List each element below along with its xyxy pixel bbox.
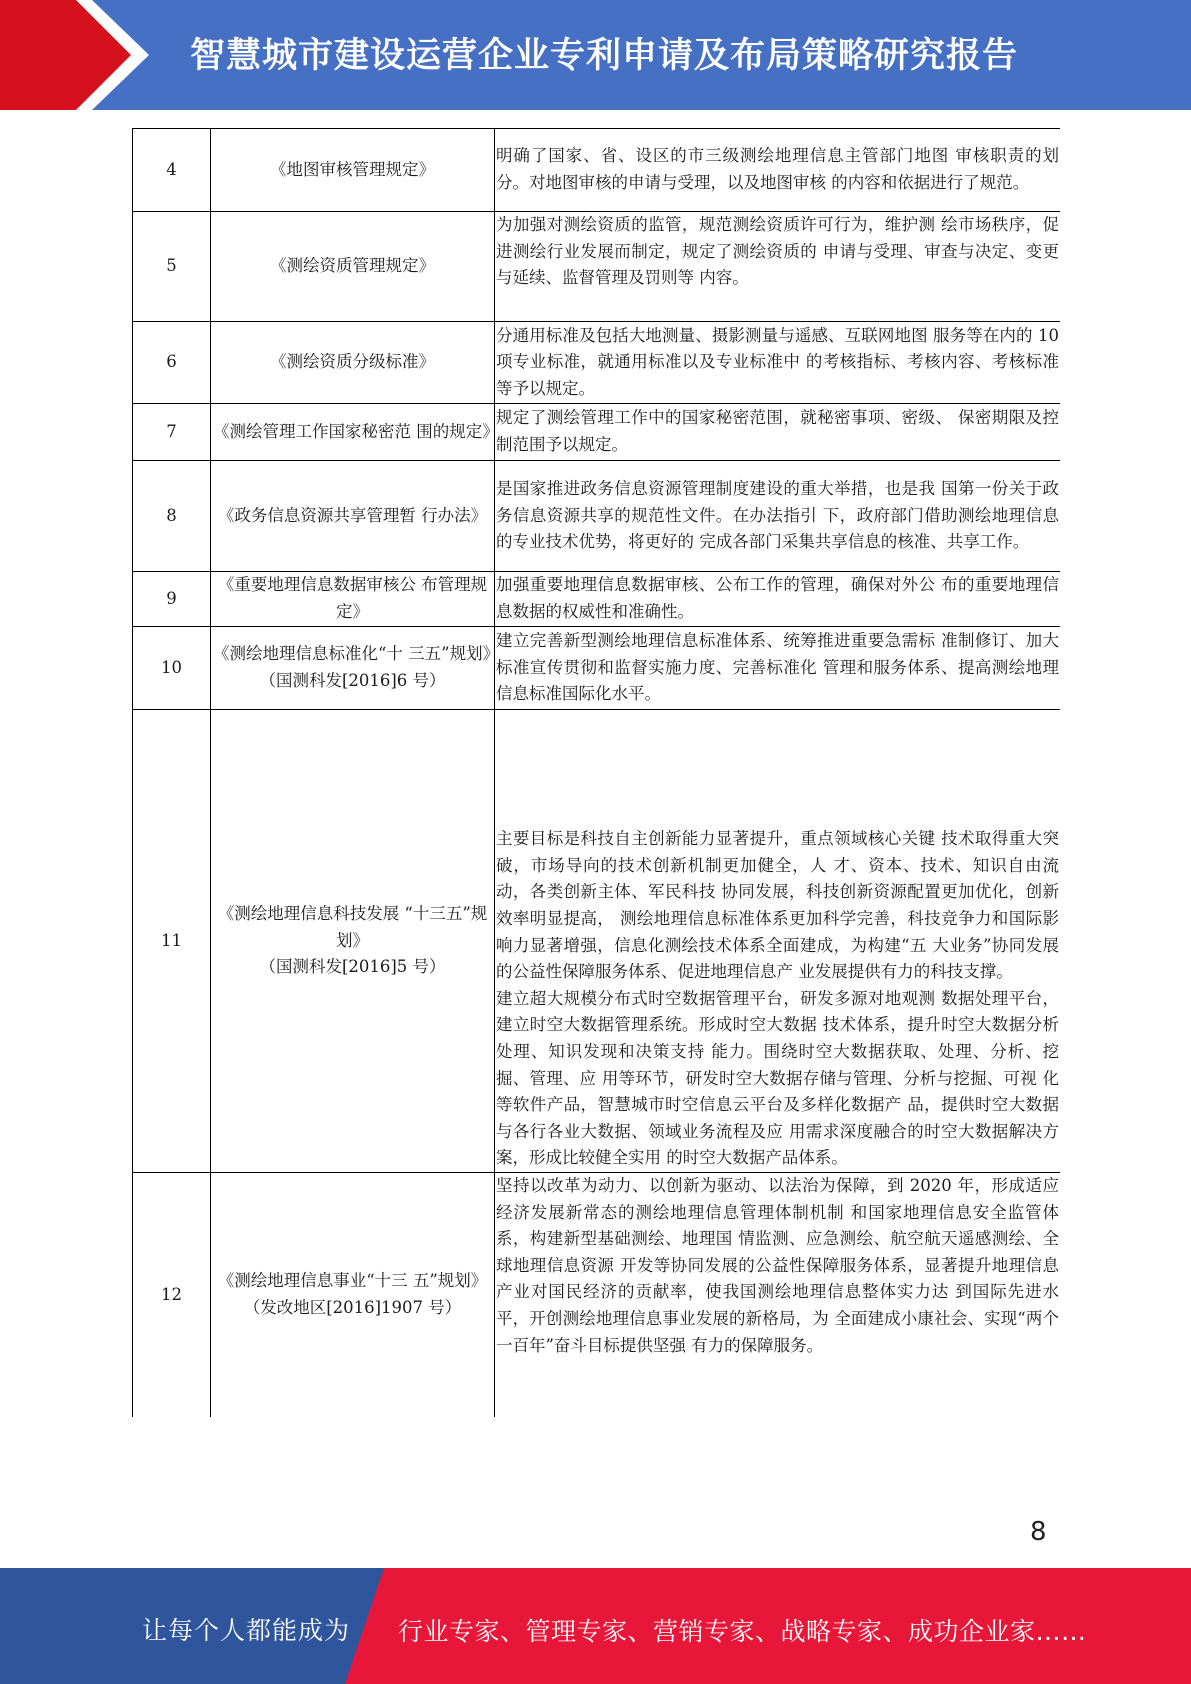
regulation-name: 《地图审核管理规定》: [211, 129, 495, 212]
regulation-description: 规定了测绘管理工作中的国家秘密范围，就秘密事项、密级、 保密期限及控制范围予以规定。: [495, 404, 1061, 461]
regulation-description: 坚持以改革为动力、以创新为驱动、以法治为保障，到 2020 年，形成适应经济发展新常态的测绘地理信息管理体制机制 和国家地理信息安全监管体系，构建新型基础测绘、地理国 情监测、应急测绘、航空航天遥感测绘、全球地理信息资源 开发等协同发展的公益性保障服务体系，显著提升地理信息 产业对国民经济的贡献率，使我国测绘地理信息整体实力达 到国际先进水平，开创测绘地理信息事业发展的新格局，为 全面建成小康社会、实现“两个一百年”奋斗目标提供坚强 有力的保障服务。: [495, 1173, 1061, 1418]
page-number: 8: [1030, 1517, 1047, 1547]
regulation-description: 明确了国家、省、设区的市三级测绘地理信息主管部门地图 审核职责的划分。对地图审核的申请与受理，以及地图审核 的内容和依据进行了规范。: [495, 129, 1061, 212]
regulation-document-number: （国测科发[2016]6 号）: [259, 671, 446, 690]
table-row: [133, 129, 1061, 212]
row-number: 8: [133, 461, 211, 572]
regulation-name: 《测绘资质管理规定》: [211, 212, 495, 322]
regulation-name: 《政务信息资源共享管理暂 行办法》: [211, 461, 495, 572]
regulation-name: 《测绘地理信息标准化“十 三五”规划》: [213, 644, 500, 664]
regulation-name: 《测绘管理工作国家秘密范 围的规定》: [211, 404, 495, 461]
regulation-name-cell: [211, 1173, 495, 1418]
row-number: 10: [133, 627, 211, 710]
table-row: [133, 1173, 1061, 1418]
regulation-description: 主要目标是科技自主创新能力显著提升，重点领域核心关键 技术取得重大突破，市场导向的技术创新机制更加健全，人 才、资本、技术、知识自由流动，各类创新主体、军民科技 协同发展，科技创新资源配置更加优化，创新效率明显提高， 测绘地理信息标准体系更加科学完善，科技竞争力和国际影 响力显著增强，信息化测绘技术体系全面建成，为构建“五 大业务”协同发展的公益性保障服务体系、促进地理信息产 业发展提供有力的科技支撑。: [496, 829, 1059, 982]
table-row: [133, 710, 1061, 1173]
header-arrow-shape: [0, 0, 160, 110]
table-row: [133, 404, 1061, 461]
regulation-name-cell: [211, 627, 500, 710]
table-row: [133, 572, 1061, 627]
regulation-document-number: （发改地区[2016]1907 号）: [243, 1298, 462, 1317]
regulation-description: 加强重要地理信息数据审核、公布工作的管理，确保对外公 布的重要地理信息数据的权威性和准确性。: [495, 572, 1061, 627]
row-number: 11: [133, 710, 211, 1173]
regulation-name: 《测绘资质分级标准》: [211, 322, 495, 404]
row-number: 12: [133, 1173, 211, 1418]
regulation-name: 《测绘地理信息科技发展 “十三五”规划》: [217, 904, 488, 950]
regulation-description: 建立完善新型测绘地理信息标准体系、统筹推进重要急需标 准制修订、加大标准宣传贯彻和监督实施力度、完善标准化 管理和服务体系、提高测绘地理信息标准国际化水平。: [495, 627, 1061, 710]
row-number: 6: [133, 322, 211, 404]
regulation-description-continued: 建立超大规模分布式时空数据管理平台，研发多源对地观测 数据处理平台，建立时空大数据管理系统。形成时空大数据 技术体系，提升时空大数据分析处理、知识发现和决策支持 能力。围绕时空大数据获取、处理、分析、挖掘、管理、应 用等环节，研发时空大数据存储与管理、分析与挖掘、可视 化等软件产品，智慧城市时空信息云平台及多样化数据产 品，提供时空大数据与各行各业大数据、领域业务流程及应 用需求深度融合的时空大数据解决方案，形成比较健全实用 的时空大数据产品体系。: [496, 988, 1059, 1168]
row-number: 4: [133, 129, 211, 212]
regulation-name-cell: [211, 710, 495, 1173]
row-number: 9: [133, 572, 211, 627]
page-footer: [0, 1568, 1191, 1684]
table-row: [133, 627, 1061, 710]
footer-slogan-right: 行业专家、管理专家、营销专家、战略专家、成功企业家……: [398, 1617, 1087, 1646]
regulation-description: 是国家推进政务信息资源管理制度建设的重大举措，也是我 国第一份关于政务信息资源共享的规范性文件。在办法指引 下，政府部门借助测绘地理信息的专业技术优势，将更好的 完成各部门采集共享信息的核准、共享工作。: [495, 461, 1061, 572]
regulation-description: 为加强对测绘资质的监管，规范测绘资质许可行为，维护测 绘市场秩序，促进测绘行业发展而制定，规定了测绘资质的 申请与受理、审查与决定、变更与延续、监督管理及罚则等 内容。: [495, 212, 1061, 322]
regulation-description-cell: [495, 710, 1061, 1173]
regulation-document-number: （国测科发[2016]5 号）: [259, 957, 446, 977]
table-page-break: [132, 1417, 1060, 1419]
page-header: [0, 0, 1191, 110]
footer-slogan-left: 让每个人都能成为: [142, 1616, 351, 1645]
row-number: 5: [133, 212, 211, 322]
regulation-name: 《重要地理信息数据审核公 布管理规定》: [211, 572, 495, 627]
report-title: 智慧城市建设运营企业专利申请及布局策略研究报告: [190, 36, 1019, 76]
row-number: 7: [133, 404, 211, 461]
regulations-table: [132, 128, 1060, 1419]
regulation-description: 分通用标准及包括大地测量、摄影测量与遥感、互联网地图 服务等在内的 10 项专业标准，就通用标准以及专业标准中 的考核指标、考核内容、考核标准等予以规定。: [495, 322, 1061, 404]
table-row: [133, 322, 1061, 404]
regulation-name: 《测绘地理信息事业“十三 五”规划》: [217, 1271, 488, 1291]
table-row: [133, 212, 1061, 322]
table-row: [133, 461, 1061, 572]
